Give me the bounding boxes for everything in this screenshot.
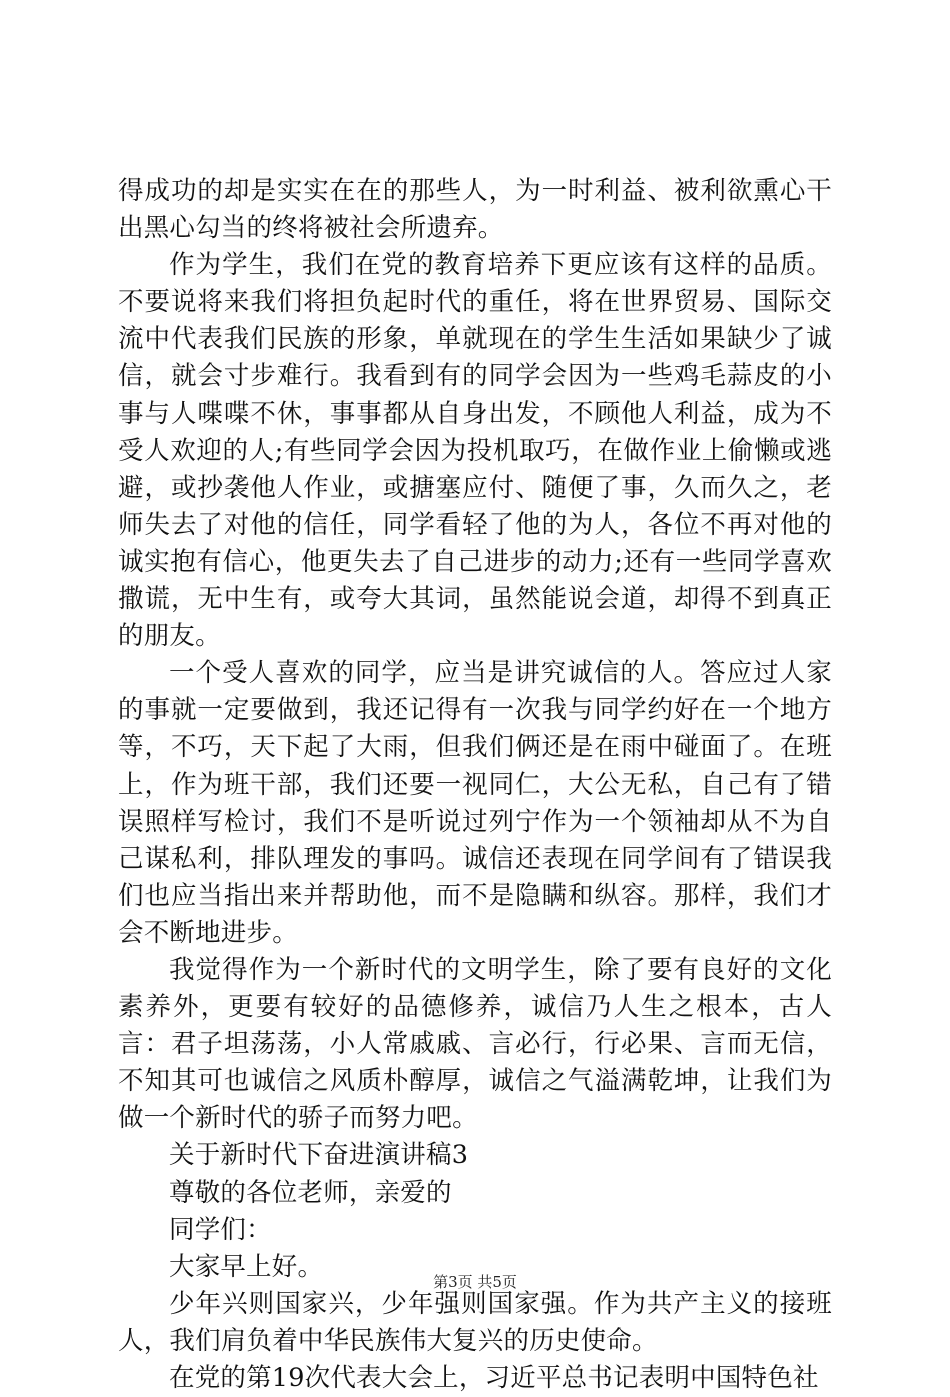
document-body bbox=[118, 173, 832, 1397]
speech-title: 关于新时代下奋进演讲稿3 bbox=[169, 1140, 469, 1171]
page-number: 第3页 共5页 bbox=[433, 1273, 517, 1291]
speech-salutation: 尊敬的各位老师，亲爱的 bbox=[169, 1177, 452, 1208]
paragraph-conclusion: 我觉得作为一个新时代的文明学生，除了要有良好的文化素养外，更要有较好的品德修养，诚信乃人生之根本，古人言：君子坦荡荡，小人常戚戚、言必行，行必果、言而无信，不知其可也诚信之风质朴醇厚，诚信之气溢满乾坤，让我们为做一个新时代的骄子而努力吧。 bbox=[118, 954, 832, 1134]
paragraph-honest-classmate: 一个受人喜欢的同学，应当是讲究诚信的人。答应过人家的事就一定要做到，我还记得有一次我与同学约好在一个地方等，不巧，天下起了大雨，但我们俩还是在雨中碰面了。在班上，作为班干部，我们还要一视同仁，大公无私，自己有了错误照样写检讨，我们不是听说过列宁作为一个领袖却从不为自己谋私利，排队理发的事吗。诚信还表现在同学间有了错误我们也应当指出来并帮助他，而不是隐瞒和纵容。那样，我们才会不断地进步。 bbox=[118, 658, 832, 948]
speech-salutation-continued: 同学们： bbox=[169, 1214, 272, 1245]
speech-greeting: 大家早上好。 bbox=[169, 1251, 324, 1282]
paragraph-student-quality: 作为学生，我们在党的教育培养下更应该有这样的品质。不要说将来我们将担负起时代的重任，将在世界贸易、国际交流中代表我们民族的形象，单就现在的学生生活如果缺少了诚信，就会寸步难行。我看到有的同学会因为一些鸡毛蒜皮的小事与人喋喋不休，事事都从自身出发，不顾他人利益，成为不受人欢迎的人;有些同学会因为投机取巧，在做作业上偷懒或逃避，或抄袭他人作业，或搪塞应付、随便了事，久而久之，老师失去了对他的信任，同学看轻了他的为人，各位不再对他的诚实抱有信心，他更失去了自己进步的动力;还有一些同学喜欢撒谎，无中生有，或夸大其词，虽然能说会道，却得不到真正的朋友。 bbox=[118, 250, 832, 652]
paragraph-continuation: 得成功的却是实实在在的那些人，为一时利益、被利欲熏心干出黑心勾当的终将被社会所遗弃。 bbox=[118, 176, 832, 244]
paragraph-youth-strength: 少年兴则国家兴，少年强则国家强。作为共产主义的接班人，我们肩负着中华民族伟大复兴的历史使命。 bbox=[118, 1288, 832, 1356]
paragraph-party-congress: 在党的第19次代表大会上，习近平总书记表明中国特色社 bbox=[169, 1363, 819, 1393]
